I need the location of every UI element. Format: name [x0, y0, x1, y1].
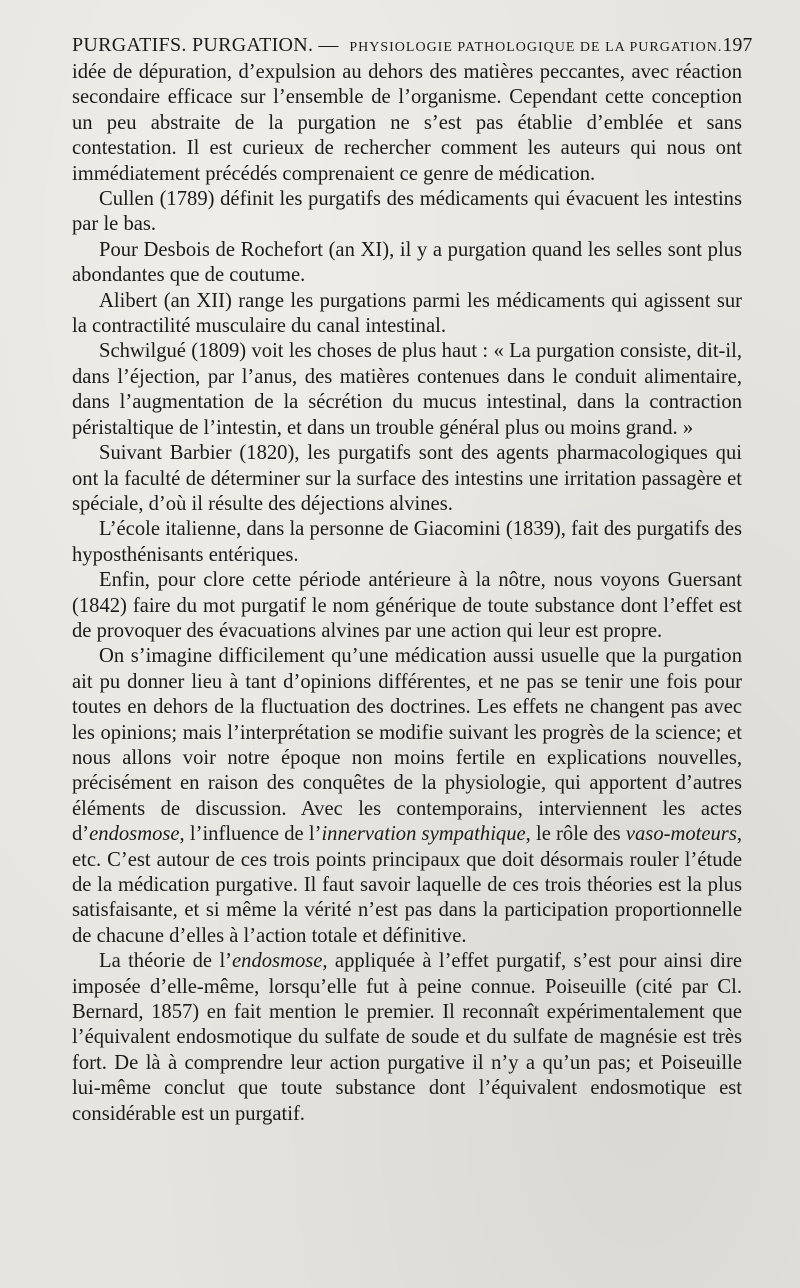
paragraph-cullen: Cullen (1789) définit les purgatifs des médicaments qui évacuent les intestins par le bas.	[72, 188, 742, 236]
italic-term-endosmose-2: endosmose	[232, 950, 323, 973]
header-title	[72, 28, 722, 62]
text-run: La théorie de l’	[99, 950, 233, 973]
page-number: 197	[722, 34, 753, 56]
paragraph-schwilgue: Schwilgué (1809) voit les choses de plus haut : « La purgation consiste, dit-il, dans l’éjection, par l’anus, des matières contenues dans le conduit alimentaire, dans l’augmentation de la sécrétion du mucus intestinal, dans la contraction péristaltique de l’intestin, et dans un trouble général plus ou moins grand. »	[72, 340, 742, 439]
text-run: , appliquée à l’effet purgatif, s’est pour ainsi dire imposée d’elle-même, lorsqu’elle fut à peine connue. Poiseuille (cité par Cl. Bernard, 1857) en fait mention le premier. Il reconnaît expérimentalement que l’équivalent endosmotique du sulfate de soude et du sulfate de magnésie est très fort. De là à comprendre leur action purgative il n’y a qu’un pas; et Poiseuille lui-même conclut que toute substance dont l’équivalent endosmotique est considérable est un purgatif.	[72, 950, 742, 1125]
paragraph-continuation: idée de dépuration, d’expulsion au dehors des matières peccantes, avec réaction secondaire efficace sur l’ensemble de l’organisme. Cependant cette conception un peu abstraite de la purgation ne s’est pas établie d’emblée et sans contestation. Il est curieux de rechercher comment les auteurs qui nous ont immédiatement précédés comprenaient ce genre de médication.	[72, 61, 742, 185]
italic-term-innervation: innervation sympathique	[321, 823, 526, 846]
paragraph-barbier: Suivant Barbier (1820), les purgatifs sont des agents pharmacologiques qui ont la faculté de déterminer sur la surface des intestins une irritation passagère et spéciale, d’où il résulte des déjections alvines.	[72, 442, 742, 515]
header-dash: —	[318, 34, 339, 56]
paragraph-endosmose-theory	[72, 949, 742, 1127]
paragraph-giacomini: L’école italienne, dans la personne de Giacomini (1839), fait des purgatifs des hyposthénisants entériques.	[72, 518, 742, 566]
text-run: , le rôle des	[525, 823, 626, 846]
body-text	[72, 60, 742, 1127]
italic-term-endosmose: endosmose	[89, 823, 180, 846]
italic-term-vaso-moteurs: vaso-moteurs	[625, 823, 737, 846]
paragraph-medication	[72, 644, 742, 949]
paragraph-desbois: Pour Desbois de Rochefort (an XI), il y a purgation quand les selles sont plus abondantes que de coutume.	[72, 238, 742, 287]
header-section-title: PHYSIOLOGIE PATHOLOGIQUE DE LA PURGATION.	[349, 40, 723, 55]
paragraph-guersant: Enfin, pour clore cette période antérieure à la nôtre, nous voyons Guersant (1842) faire du mot purgatif le nom générique de toute substance dont l’effet est de provoquer des évacuations alvines par une action qui leur est propre.	[72, 569, 742, 642]
text-run: , l’influence de l’	[179, 823, 322, 846]
running-header	[72, 28, 753, 62]
header-left-title: PURGATIFS. PURGATION.	[72, 34, 314, 56]
paragraph-alibert: Alibert (an XII) range les purgations parmi les médicaments qui agissent sur la contractilité musculaire du canal intestinal.	[72, 289, 742, 338]
text-run: On s’imagine difficilement qu’une médication aussi usuelle que la purgation ait pu donner lieu à tant d’opinions différentes, et ne pas se tenir une fois pour toutes en dehors de la fluctuation des doctrines. Les effets ne changent pas avec les opinions; mais l’interprétation se modifie suivant les progrès de la science; et nous allons voir notre époque non moins fertile en explications nouvelles, précisément en raison des conquêtes de la physiologie, qui apportent d’autres éléments de discussion. Avec les contemporains, interviennent les actes d’	[72, 645, 742, 846]
text-run: , etc. C’est autour de ces trois points principaux que doit désormais rouler l’étude de la médication purgative. Il faut savoir laquelle de ces trois théories est la plus satisfaisante, et si même la vérité n’est pas dans la participation proportionnelle de chacune d’elles à l’action totale et définitive.	[72, 823, 742, 947]
